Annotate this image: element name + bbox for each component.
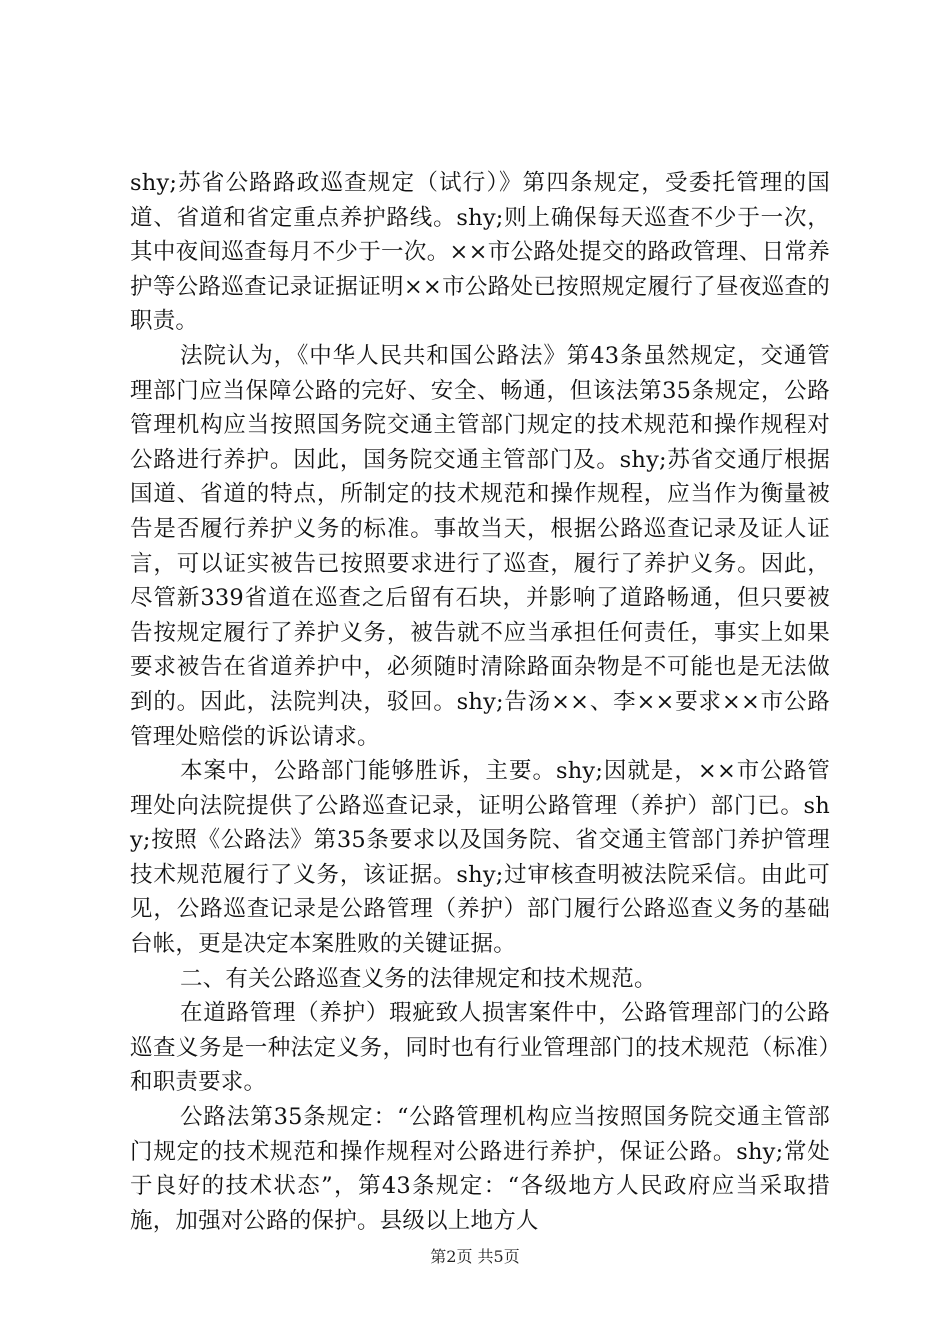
paragraph-3: 本案中，公路部门能够胜诉，主要。shy;因就是，××市公路管理处向法院提供了公路巡查记录，证明公路管理（养护）部门已。shy;按照《公路法》第35条要求以及国务院、省交通主管部门养护管理技术规范履行了义务，该证据。shy;过审核查明被法院采信。由此可见，公路巡查记录是公路管理（养护）部门履行公路巡查义务的基础台帐，更是决定本案胜败的关键证据。 — [130, 758, 830, 958]
paragraph-2: 法院认为，《中华人民共和国公路法》第43条虽然规定，交通管理部门应当保障公路的完好、安全、畅通，但该法第35条规定，公路管理机构应当按照国务院交通主管部门规定的技术规范和操作规程对公路进行养护。因此，国务院交通主管部门及。shy;苏省交通厅根据国道、省道的特点，所制定的技术规范和操作规程，应当作为衡量被告是否履行养护义务的标准。事故当天，根据公路巡查记录及证人证言，可以证实被告已按照要求进行了巡查，履行了养护义务。因此，尽管新339省道在巡查之后留有石块，并影响了道路畅通，但只要被告按规定履行了养护义务，被告就不应当承担任何责任，事实上如果要求被告在省道养护中，必须随时清除路面杂物是不可能也是无法做到的。因此，法院判决，驳回。shy;告汤××、李××要求××市公路管理处赔偿的诉讼请求。 — [130, 342, 830, 750]
paragraph-5: 公路法第35条规定：“公路管理机构应当按照国务院交通主管部门规定的技术规范和操作规程对公路进行养护，保证公路。shy;常处于良好的技术状态”，第43条规定：“各级地方人民政府应当采取措施，加强对公路的保护。县级以上地方人 — [130, 1104, 830, 1234]
paragraph-4: 在道路管理（养护）瑕疵致人损害案件中，公路管理部门的公路巡查义务是一种法定义务，同时也有行业管理部门的技术规范（标准）和职责要求。 — [130, 1000, 830, 1096]
document-body — [130, 166, 830, 1238]
page-number-footer: 第2页 共5页 — [430, 1247, 520, 1266]
paragraph-1: shy;苏省公路路政巡查规定（试行）》第四条规定，受委托管理的国道、省道和省定重点养护路线。shy;则上确保每天巡查不少于一次，其中夜间巡查每月不少于一次。××市公路处提交的路政管理、日常养护等公路巡查记录证据证明××市公路处已按照规定履行了昼夜巡查的职责。 — [130, 170, 830, 335]
section-heading: 二、有关公路巡查义务的法律规定和技术规范。 — [180, 965, 657, 992]
